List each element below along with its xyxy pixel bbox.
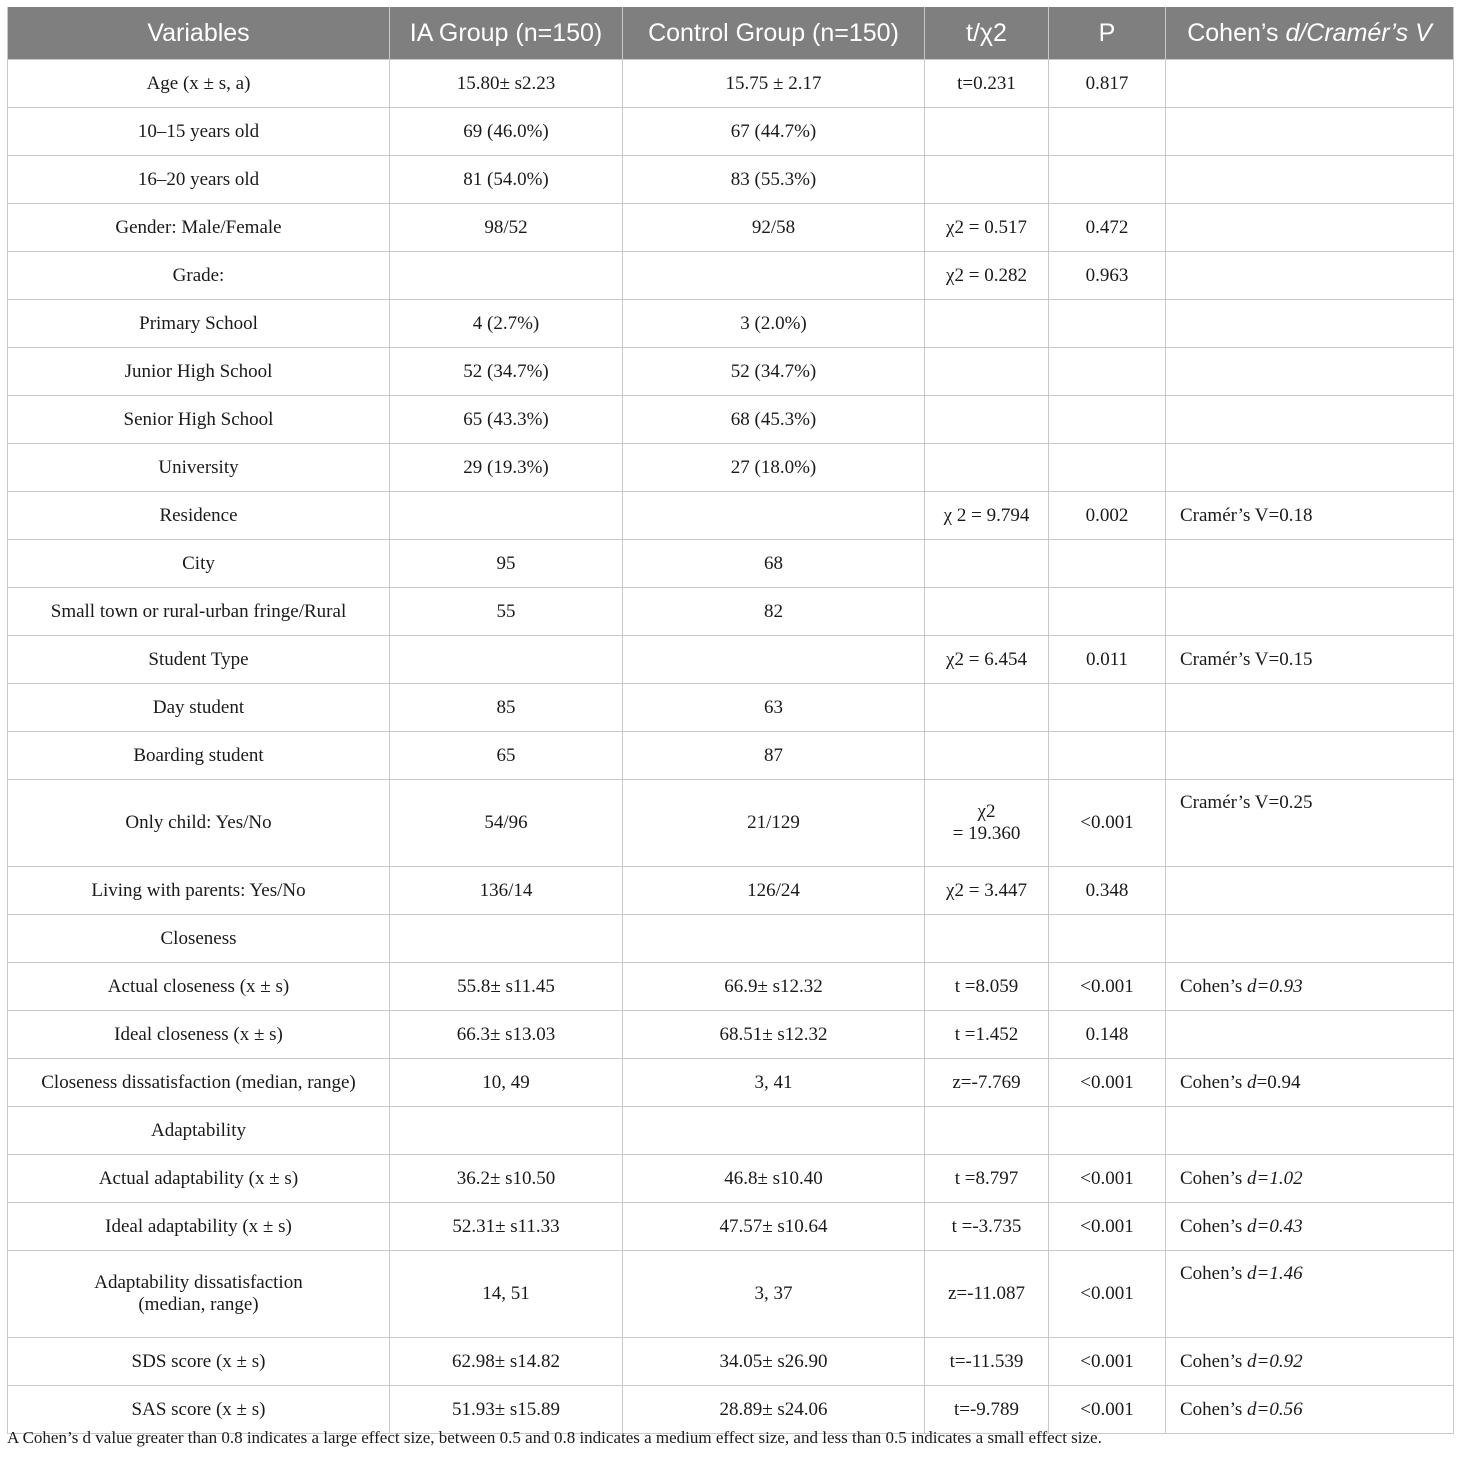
cell-statistic: χ2 = 6.454 (925, 636, 1049, 684)
table-row (8, 252, 1454, 300)
cell-p-value: 0.348 (1049, 867, 1166, 915)
effect-text: Cohen’s (1180, 1398, 1248, 1420)
cell-variable: Closeness (8, 915, 390, 963)
cell-ia-group: 54/96 (390, 780, 623, 867)
table-row (8, 156, 1454, 204)
cell-statistic: z=-11.087 (925, 1251, 1049, 1338)
cell-variable: City (8, 540, 390, 588)
cell-control-group: 21/129 (623, 780, 925, 867)
cell-control-group: 28.89± s24.06 (623, 1386, 925, 1434)
demographics-table (7, 7, 1454, 1434)
cell-p-value (1049, 156, 1166, 204)
cell-control-group: 83 (55.3%) (623, 156, 925, 204)
cell-effect-size (1166, 780, 1454, 867)
cell-variable: Living with parents: Yes/No (8, 867, 390, 915)
cell-variable: Gender: Male/Female (8, 204, 390, 252)
effect-text: Cohen’s (1180, 1167, 1248, 1189)
table-row (8, 108, 1454, 156)
cell-p-value (1049, 444, 1166, 492)
cell-control-group: 3, 37 (623, 1251, 925, 1338)
cell-statistic (925, 348, 1049, 396)
cell-control-group: 63 (623, 684, 925, 732)
table-row (8, 60, 1454, 108)
cell-statistic-line1: χ2 (977, 801, 996, 822)
cell-statistic (925, 588, 1049, 636)
header-variables: Variables (8, 7, 390, 60)
cell-variable: Grade: (8, 252, 390, 300)
effect-text: Cramér’s V=0.18 (1180, 504, 1313, 526)
table-footnote: A Cohen’s d value greater than 0.8 indicates a large effect size, between 0.5 and 0.8 indicates a medium effect size, and less than 0.5 indicates a small effect size. (7, 1428, 1102, 1447)
effect-italic-text: d=0.43 (1247, 1215, 1303, 1237)
cell-ia-group: 55 (390, 588, 623, 636)
cell-variable: SDS score (x ± s) (8, 1338, 390, 1386)
cell-variable: Adaptability (8, 1107, 390, 1155)
cell-control-group: 66.9± s12.32 (623, 963, 925, 1011)
table-row (8, 1107, 1454, 1155)
cell-ia-group (390, 252, 623, 300)
cell-statistic-line2: = 19.360 (952, 823, 1021, 844)
table-row (8, 396, 1454, 444)
cell-effect-size (1166, 492, 1454, 540)
cell-variable: Ideal closeness (x ± s) (8, 1011, 390, 1059)
cell-p-value: <0.001 (1049, 1203, 1166, 1251)
cell-effect-size (1166, 1107, 1454, 1155)
cell-variable-line1: Adaptability dissatisfaction (94, 1272, 303, 1293)
cell-variable: Student Type (8, 636, 390, 684)
effect-italic-text: d=0.56 (1247, 1398, 1303, 1420)
cell-ia-group: 29 (19.3%) (390, 444, 623, 492)
cell-effect-size (1166, 684, 1454, 732)
cell-effect-size (1166, 588, 1454, 636)
cell-statistic (925, 780, 1049, 867)
effect-italic-text: d=0.92 (1247, 1350, 1303, 1372)
header-effect-size (1166, 7, 1454, 60)
cell-statistic (925, 444, 1049, 492)
table-container (7, 7, 1453, 1434)
cell-control-group: 67 (44.7%) (623, 108, 925, 156)
cell-p-value: <0.001 (1049, 780, 1166, 867)
cell-effect-size (1166, 444, 1454, 492)
cell-ia-group: 10, 49 (390, 1059, 623, 1107)
cell-statistic: t=0.231 (925, 60, 1049, 108)
table-row (8, 732, 1454, 780)
table-row (8, 1386, 1454, 1434)
cell-control-group: 68 (45.3%) (623, 396, 925, 444)
cell-variable: Closeness dissatisfaction (median, range) (8, 1059, 390, 1107)
cell-variable: SAS score (x ± s) (8, 1386, 390, 1434)
cell-statistic (925, 156, 1049, 204)
table-header-row (8, 7, 1454, 60)
cell-effect-size (1166, 1203, 1454, 1251)
cell-ia-group: 14, 51 (390, 1251, 623, 1338)
cell-effect-size (1166, 300, 1454, 348)
cell-ia-group: 85 (390, 684, 623, 732)
effect-text: Cramér’s V=0.25 (1180, 792, 1313, 813)
table-row (8, 540, 1454, 588)
cell-control-group (623, 252, 925, 300)
cell-variable: Actual closeness (x ± s) (8, 963, 390, 1011)
cell-p-value (1049, 684, 1166, 732)
cell-control-group: 92/58 (623, 204, 925, 252)
cell-control-group: 52 (34.7%) (623, 348, 925, 396)
table-row (8, 1155, 1454, 1203)
cell-control-group (623, 915, 925, 963)
cell-ia-group: 98/52 (390, 204, 623, 252)
cell-statistic (925, 732, 1049, 780)
cell-effect-size (1166, 204, 1454, 252)
cell-p-value (1049, 108, 1166, 156)
cell-statistic (925, 300, 1049, 348)
cell-p-value: <0.001 (1049, 1386, 1166, 1434)
cell-ia-group (390, 636, 623, 684)
cell-variable: Ideal adaptability (x ± s) (8, 1203, 390, 1251)
cell-statistic: z=-7.769 (925, 1059, 1049, 1107)
cell-statistic (925, 396, 1049, 444)
cell-ia-group (390, 915, 623, 963)
effect-tail-text: =0.94 (1256, 1071, 1301, 1093)
cell-variable: Only child: Yes/No (8, 780, 390, 867)
cell-control-group: 15.75 ± 2.17 (623, 60, 925, 108)
cell-effect-size (1166, 867, 1454, 915)
cell-statistic: χ2 = 0.517 (925, 204, 1049, 252)
cell-statistic: χ 2 = 9.794 (925, 492, 1049, 540)
cell-control-group: 68 (623, 540, 925, 588)
cell-control-group (623, 636, 925, 684)
cell-ia-group: 15.80± s2.23 (390, 60, 623, 108)
cell-statistic: t=-9.789 (925, 1386, 1049, 1434)
cell-p-value: 0.148 (1049, 1011, 1166, 1059)
table-row (8, 1011, 1454, 1059)
cell-effect-size (1166, 1059, 1454, 1107)
cell-statistic (925, 540, 1049, 588)
effect-text: Cohen’s (1180, 975, 1248, 997)
cell-effect-size (1166, 60, 1454, 108)
cell-variable: Age (x ± s, a) (8, 60, 390, 108)
cell-statistic: t =1.452 (925, 1011, 1049, 1059)
table-row (8, 444, 1454, 492)
effect-text: Cohen’s (1180, 1071, 1248, 1093)
cell-ia-group: 95 (390, 540, 623, 588)
effect-italic-text: d=0.93 (1247, 975, 1303, 997)
cell-control-group: 3, 41 (623, 1059, 925, 1107)
cell-statistic: t =8.797 (925, 1155, 1049, 1203)
cell-p-value (1049, 588, 1166, 636)
cell-effect-size (1166, 915, 1454, 963)
cell-effect-size (1166, 1251, 1454, 1338)
table-row (8, 492, 1454, 540)
cell-statistic: t =8.059 (925, 963, 1049, 1011)
cell-p-value (1049, 915, 1166, 963)
header-effect-italic: d/Cramér’s V (1285, 18, 1432, 47)
table-row (8, 963, 1454, 1011)
cell-p-value (1049, 732, 1166, 780)
table-row (8, 915, 1454, 963)
cell-variable: Residence (8, 492, 390, 540)
cell-control-group: 34.05± s26.90 (623, 1338, 925, 1386)
cell-ia-group (390, 1107, 623, 1155)
table-row (8, 588, 1454, 636)
cell-effect-size (1166, 252, 1454, 300)
effect-italic-text: d=1.46 (1247, 1263, 1303, 1284)
cell-p-value: 0.963 (1049, 252, 1166, 300)
cell-effect-size (1166, 1386, 1454, 1434)
cell-control-group: 47.57± s10.64 (623, 1203, 925, 1251)
table-row (8, 1059, 1454, 1107)
cell-control-group: 82 (623, 588, 925, 636)
cell-effect-size (1166, 1011, 1454, 1059)
cell-variable: Senior High School (8, 396, 390, 444)
cell-variable: Junior High School (8, 348, 390, 396)
cell-p-value (1049, 396, 1166, 444)
cell-ia-group: 51.93± s15.89 (390, 1386, 623, 1434)
effect-italic-text: d (1247, 1071, 1257, 1093)
cell-effect-size (1166, 1155, 1454, 1203)
cell-effect-size (1166, 963, 1454, 1011)
cell-p-value (1049, 540, 1166, 588)
cell-ia-group (390, 492, 623, 540)
header-p-value: P (1049, 7, 1166, 60)
table-row (8, 204, 1454, 252)
cell-statistic: t =-3.735 (925, 1203, 1049, 1251)
cell-effect-size (1166, 1338, 1454, 1386)
cell-ia-group: 65 (43.3%) (390, 396, 623, 444)
effect-italic-text: d=1.02 (1247, 1167, 1303, 1189)
cell-statistic: χ2 = 0.282 (925, 252, 1049, 300)
cell-variable: Boarding student (8, 732, 390, 780)
cell-control-group: 68.51± s12.32 (623, 1011, 925, 1059)
header-statistic: t/χ2 (925, 7, 1049, 60)
cell-statistic: χ2 = 3.447 (925, 867, 1049, 915)
table-row (8, 300, 1454, 348)
cell-effect-size (1166, 108, 1454, 156)
table-row (8, 348, 1454, 396)
cell-p-value: <0.001 (1049, 1059, 1166, 1107)
cell-control-group (623, 492, 925, 540)
cell-p-value (1049, 1107, 1166, 1155)
cell-p-value: <0.001 (1049, 1155, 1166, 1203)
header-effect-normal: Cohen’s (1187, 18, 1286, 47)
effect-text: Cohen’s (1180, 1263, 1248, 1284)
cell-control-group (623, 1107, 925, 1155)
cell-p-value (1049, 348, 1166, 396)
cell-p-value: <0.001 (1049, 1251, 1166, 1338)
cell-variable: Primary School (8, 300, 390, 348)
table-row (8, 780, 1454, 867)
cell-ia-group: 36.2± s10.50 (390, 1155, 623, 1203)
cell-control-group: 46.8± s10.40 (623, 1155, 925, 1203)
cell-variable (8, 1251, 390, 1338)
cell-variable: 16–20 years old (8, 156, 390, 204)
cell-ia-group: 62.98± s14.82 (390, 1338, 623, 1386)
cell-control-group: 87 (623, 732, 925, 780)
cell-effect-size (1166, 396, 1454, 444)
effect-text: Cohen’s (1180, 1215, 1248, 1237)
cell-effect-size (1166, 732, 1454, 780)
cell-statistic (925, 915, 1049, 963)
cell-ia-group: 66.3± s13.03 (390, 1011, 623, 1059)
cell-ia-group: 69 (46.0%) (390, 108, 623, 156)
cell-p-value: 0.011 (1049, 636, 1166, 684)
cell-effect-size (1166, 348, 1454, 396)
cell-control-group: 27 (18.0%) (623, 444, 925, 492)
cell-effect-size (1166, 540, 1454, 588)
cell-ia-group: 52 (34.7%) (390, 348, 623, 396)
table-body (8, 60, 1454, 1434)
header-control-group: Control Group (n=150) (623, 7, 925, 60)
cell-p-value: <0.001 (1049, 963, 1166, 1011)
table-row (8, 684, 1454, 732)
table-row (8, 636, 1454, 684)
cell-variable: University (8, 444, 390, 492)
cell-statistic (925, 108, 1049, 156)
table-row (8, 1338, 1454, 1386)
cell-ia-group: 81 (54.0%) (390, 156, 623, 204)
cell-effect-size (1166, 156, 1454, 204)
cell-p-value: <0.001 (1049, 1338, 1166, 1386)
cell-variable: Small town or rural-urban fringe/Rural (8, 588, 390, 636)
cell-effect-size (1166, 636, 1454, 684)
header-ia-group: IA Group (n=150) (390, 7, 623, 60)
cell-ia-group: 55.8± s11.45 (390, 963, 623, 1011)
cell-variable: Day student (8, 684, 390, 732)
cell-variable: Actual adaptability (x ± s) (8, 1155, 390, 1203)
cell-control-group: 126/24 (623, 867, 925, 915)
effect-text: Cohen’s (1180, 1350, 1248, 1372)
cell-p-value: 0.472 (1049, 204, 1166, 252)
cell-statistic: t=-11.539 (925, 1338, 1049, 1386)
cell-variable: 10–15 years old (8, 108, 390, 156)
cell-ia-group: 65 (390, 732, 623, 780)
table-row (8, 867, 1454, 915)
cell-variable-line2: (median, range) (138, 1294, 259, 1315)
cell-p-value: 0.817 (1049, 60, 1166, 108)
table-row (8, 1203, 1454, 1251)
table-row (8, 1251, 1454, 1338)
cell-ia-group: 136/14 (390, 867, 623, 915)
effect-text: Cramér’s V=0.15 (1180, 648, 1313, 670)
cell-statistic (925, 684, 1049, 732)
cell-control-group: 3 (2.0%) (623, 300, 925, 348)
cell-p-value (1049, 300, 1166, 348)
cell-p-value: 0.002 (1049, 492, 1166, 540)
cell-ia-group: 4 (2.7%) (390, 300, 623, 348)
cell-statistic (925, 1107, 1049, 1155)
cell-ia-group: 52.31± s11.33 (390, 1203, 623, 1251)
